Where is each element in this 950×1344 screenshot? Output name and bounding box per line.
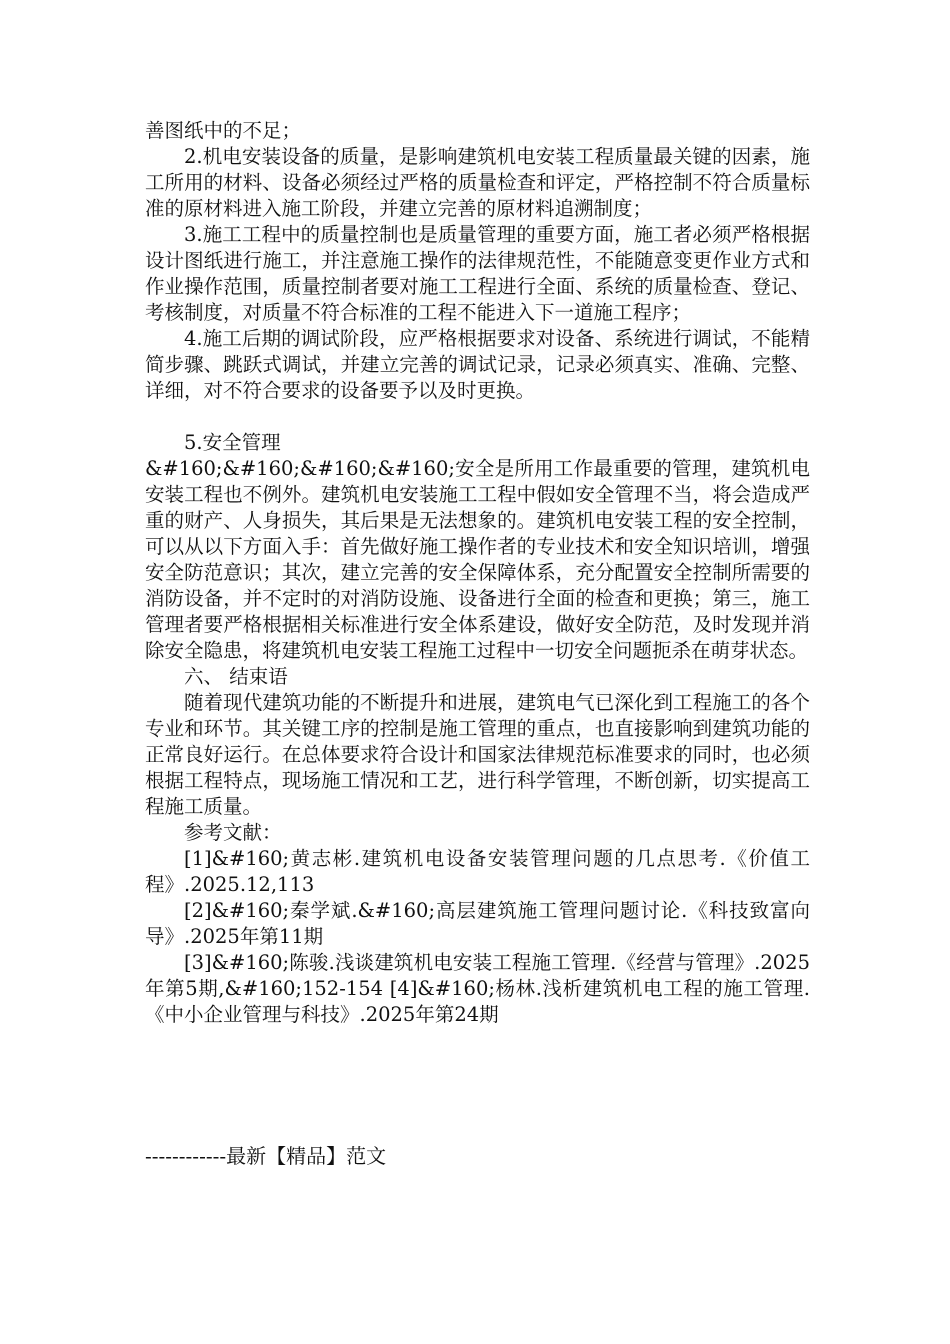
reference-item-2: [2]&#160;秦学斌.&#160;高层建筑施工管理问题讨论.《科技致富向导》.2025年第11期 bbox=[145, 899, 810, 948]
section-heading-safety: 5.安全管理 bbox=[184, 431, 281, 454]
paragraph-item-2: 2.机电安装设备的质量，是影响建筑机电安装工程质量最关键的因素，施工所用的材料、设备必须经过严格的质量检查和评定，严格控制不符合质量标准的原材料进入施工阶段，并建立完善的原材料追溯制度； bbox=[145, 145, 810, 220]
paragraph-item-3: 3.施工工程中的质量控制也是质量管理的重要方面，施工者必须严格根据设计图纸进行施工，并注意施工操作的法律规范性，不能随意变更作业方式和作业操作范围，质量控制者要对施工工程进行全面、系统的质量检查、登记、考核制度，对质量不符合标准的工程不能进入下一道施工程序； bbox=[145, 223, 810, 324]
paragraph-conclusion: 随着现代建筑功能的不断提升和进展，建筑电气已深化到工程施工的各个专业和环节。其关键工序的控制是施工管理的重点，也直接影响到建筑功能的正常良好运行。在总体要求符合设计和国家法律规范标准要求的同时，也必须根据工程特点，现场施工情况和工艺，进行科学管理，不断创新，切实提高工程施工质量。 bbox=[145, 691, 810, 818]
document-body bbox=[145, 118, 810, 1028]
paragraph-item-4: 4.施工后期的调试阶段，应严格根据要求对设备、系统进行调试，不能精简步骤、跳跃式调试，并建立完善的调试记录，记录必须真实、准确、完整、详细，对不符合要求的设备要予以及时更换。 bbox=[145, 327, 810, 402]
paragraph-gap bbox=[145, 404, 810, 430]
reference-item-3-4: [3]&#160;陈骏.浅谈建筑机电安装工程施工管理.《经营与管理》.2025年第5期,&#160;152-154 [4]&#160;杨林.浅析建筑机电工程的施工管理.《中小企业管理与科技》.2025年第24期 bbox=[145, 951, 810, 1026]
references-heading: 参考文献： bbox=[184, 821, 282, 844]
section-heading-conclusion: 六、 结束语 bbox=[184, 665, 288, 688]
paragraph-safety: &#160;&#160;&#160;&#160;安全是所用工作最重要的管理，建筑机电安装工程也不例外。建筑机电安装施工工程中假如安全管理不当，将会造成严重的财产、人身损失，其后果是无法想象的。建筑机电安装工程的安全控制，可以从以下方面入手：首先做好施工操作者的专业技术和安全知识培训，增强安全防范意识；其次，建立完善的安全保障体系，充分配置安全控制所需要的消防设备，并不定时的对消防设施、设备进行全面的检查和更换；第三，施工管理者要严格根据相关标准进行安全体系建设，做好安全防范，及时发现并消除安全隐患，将建筑机电安装工程施工过程中一切安全问题扼杀在萌芽状态。 bbox=[145, 457, 810, 662]
footer-watermark-text: ------------最新【精品】范文 bbox=[145, 1144, 387, 1168]
paragraph-continuation: 善图纸中的不足； bbox=[145, 119, 302, 142]
reference-item-1: [1]&#160;黄志彬.建筑机电设备安装管理问题的几点思考.《价值工程》.2025.12,113 bbox=[145, 847, 810, 896]
